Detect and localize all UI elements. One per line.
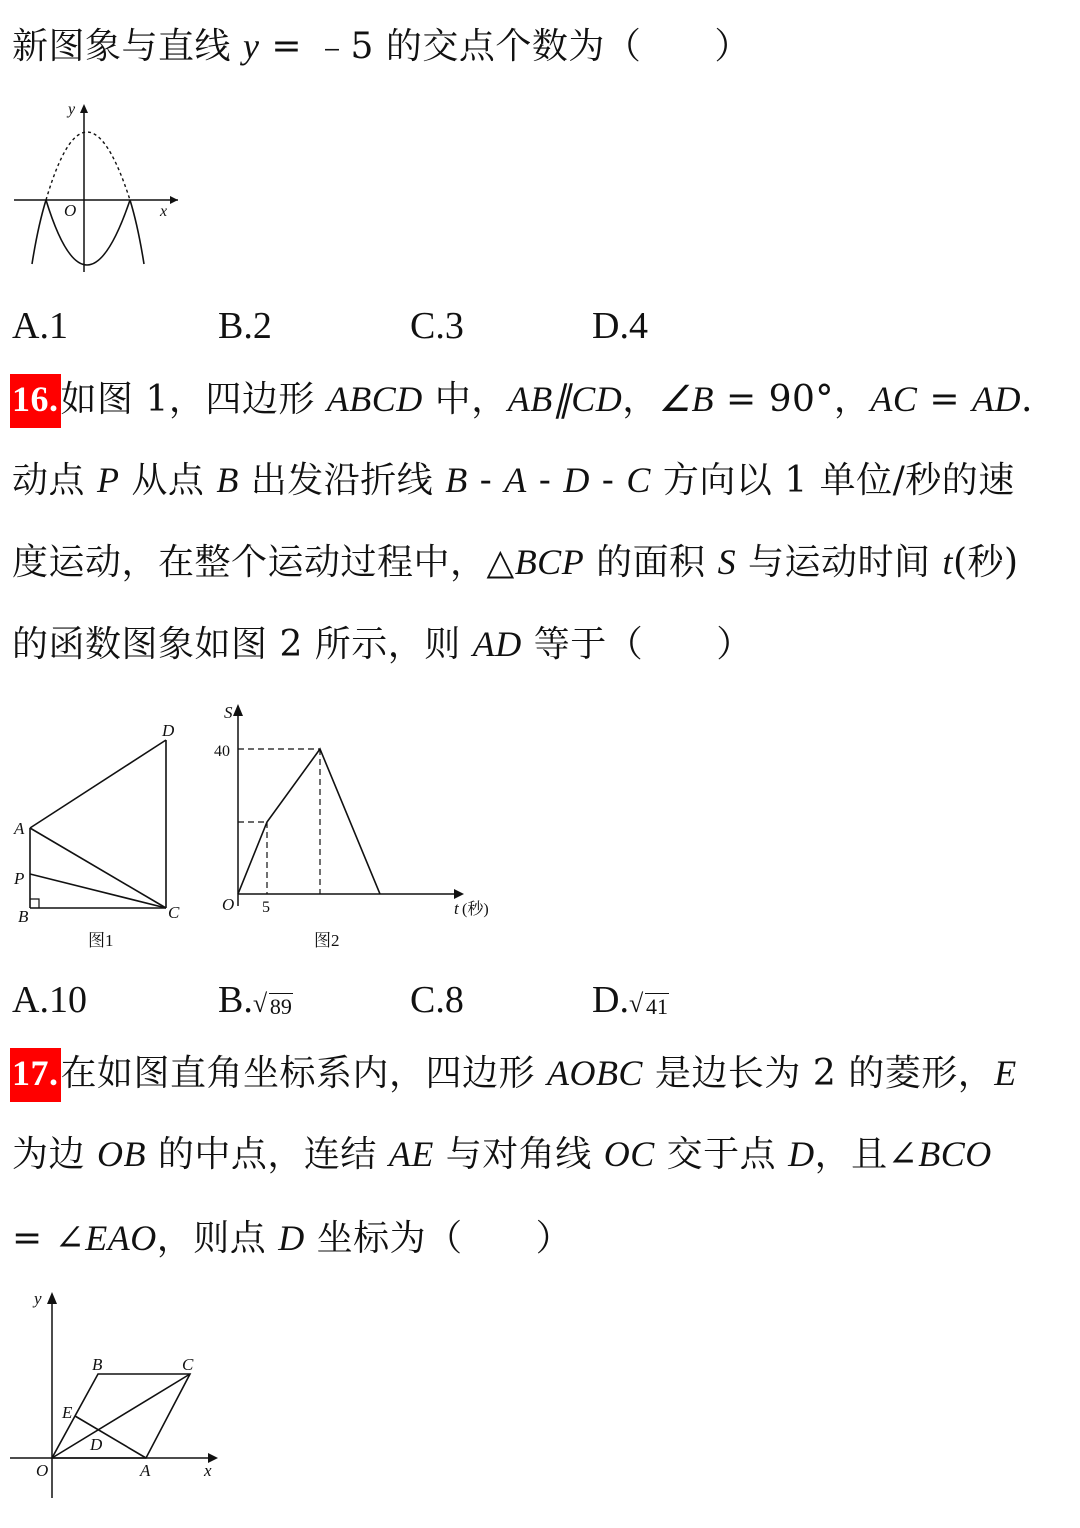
q17-label-c: C (182, 1355, 194, 1374)
q17-line-2: 为边 OB 的中点，连结 AE 与对角线 OC 交于点 D，且∠BCO (12, 1134, 992, 1175)
q16-fig2-t-unit: (秒) (462, 901, 489, 918)
q16-fig1-label-b: B (18, 907, 29, 926)
q16-fig1-side-da (30, 740, 166, 828)
q17-label-b: B (92, 1355, 103, 1374)
q16-fig2-origin: O (222, 895, 235, 914)
q16-option-d-radical: √ 41 (629, 985, 669, 1029)
q15-option-c[interactable]: C.3 (410, 305, 464, 347)
q16-option-a[interactable]: A.10 (12, 979, 87, 1021)
q16-fig2-s-label: S (224, 703, 233, 722)
q17-number-badge: 17. (10, 1048, 61, 1102)
q16-line-4: 的函数图象如图 2 所示，则 AD 等于（ ） (12, 624, 753, 665)
q15-label-x: x (160, 203, 168, 220)
q15-left-branch (32, 200, 46, 264)
q16-option-b[interactable]: B. √ 89 (218, 978, 293, 1029)
q16-fig2-caption: 图2 (314, 931, 340, 950)
q17-label-y: y (34, 1289, 42, 1308)
q16-fig2-tick-5: 5 (262, 899, 270, 916)
q16-fig2-s-arrow-icon (233, 704, 243, 716)
q16-fig1-caption: 图1 (88, 931, 114, 950)
q15-option-b[interactable]: B.2 (218, 305, 272, 347)
q16-number-badge: 16. (10, 374, 61, 428)
q16-fig1-right-angle-icon (30, 899, 39, 908)
q17-y-arrow-icon (47, 1292, 57, 1304)
q16-figure-2 (210, 696, 510, 956)
q16-fig1-label-p: P (14, 869, 25, 888)
q15-parabola-figure (10, 100, 190, 280)
sqrt-icon: √ (252, 989, 268, 1018)
q17-label-o: O (36, 1461, 49, 1480)
q16-figure-1 (10, 714, 210, 974)
q15-label-origin: O (64, 201, 77, 220)
q15-stem: 新图象与直线 y = ﹣5 的交点个数为（ ） (12, 26, 751, 67)
q16-line-2: 动点 P 从点 B 出发沿折线 B - A - D - C 方向以 1 单位/秒的速 (12, 460, 1015, 501)
q16-fig1-label-a: A (14, 819, 25, 838)
q17-diagonal-oc (52, 1374, 190, 1458)
q16-fig1-label-d: D (162, 721, 175, 740)
q17-line-1: 17.在如图直角坐标系内，四边形 AOBC 是边长为 2 的菱形，E (10, 1048, 1017, 1102)
q16-fig2-t-label: t (454, 899, 459, 918)
q17-rhombus-figure (6, 1284, 236, 1514)
q16-option-d[interactable]: D. √ 41 (592, 978, 669, 1029)
q16-fig2-t-arrow-icon (454, 889, 464, 899)
q15-x-arrow-icon (170, 196, 178, 204)
q16-option-b-radical: √ 89 (253, 985, 293, 1029)
q16-fig2-tick-40: 40 (214, 743, 230, 760)
q15-right-branch (130, 200, 144, 264)
q15-dashed-parabola (46, 132, 130, 200)
q16-fig1-segment-pc (30, 874, 166, 908)
q17-line-3: = ∠EAO，则点 D 坐标为（ ） (12, 1218, 573, 1259)
q16-fig1-diagonal-ac (30, 828, 166, 908)
q15-label-y: y (68, 101, 76, 118)
q16-option-c[interactable]: C.8 (410, 979, 464, 1021)
q17-label-a: A (140, 1461, 151, 1480)
q16-line-3: 度运动，在整个运动过程中，△BCP 的面积 S 与运动时间 t(秒) (12, 542, 1019, 583)
sqrt-icon: √ (628, 989, 644, 1018)
q15-option-a[interactable]: A.1 (12, 305, 68, 347)
q15-reflected-part (46, 200, 130, 265)
q16-line-1: 16.如图 1，四边形 ABCD 中，AB∥CD，∠B = 90°，AC = AD. (10, 374, 1033, 428)
q15-option-d[interactable]: D.4 (592, 305, 648, 347)
q15-y-arrow-icon (80, 104, 88, 113)
q16-fig1-label-c: C (168, 903, 180, 922)
q17-label-x: x (204, 1461, 212, 1480)
q17-label-d: D (90, 1435, 103, 1454)
q17-label-e: E (62, 1403, 73, 1422)
